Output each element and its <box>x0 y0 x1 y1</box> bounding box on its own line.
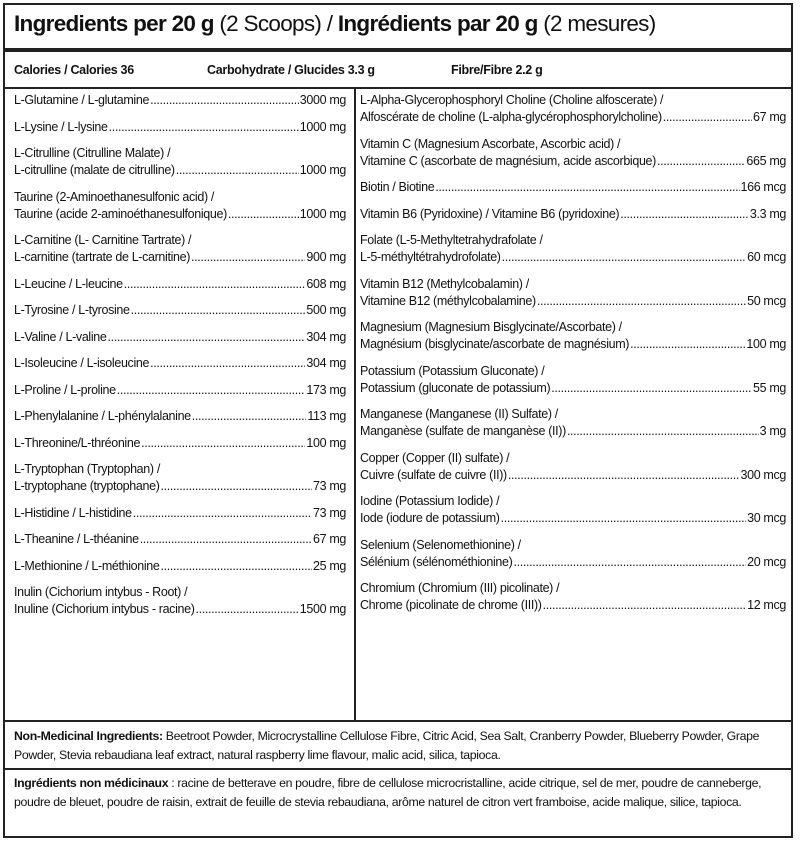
ingredient-entry <box>360 319 786 353</box>
dot-leader <box>543 597 747 614</box>
ingredient-name: Biotin / Biotine <box>360 180 435 194</box>
ingredient-name-line1: Folate (L-5-Methyltetrahydrafolate / <box>360 233 543 247</box>
ingredient-entry <box>14 505 346 522</box>
ingredient-amount: 1000 mg <box>299 163 346 177</box>
ingredient-name: Vitamine B12 (méthylcobalamine) <box>360 293 536 308</box>
dot-leader <box>513 554 746 571</box>
ingredient-amount: 3.3 mg <box>749 206 786 221</box>
dot-leader <box>141 435 305 452</box>
dot-leader <box>131 302 306 319</box>
ingredients-bottom-divider <box>5 720 791 722</box>
ingredient-name: L-5-méthyltétrahydrofolate) <box>360 250 501 264</box>
ingredient-name: Potassium (gluconate de potassium) <box>360 380 551 395</box>
ingredient-name-line1: Magnesium (Magnesium Bisglycinate/Ascorbate) / <box>360 320 622 334</box>
ingredient-name-line1: Selenium (Selenomethionine) / <box>360 537 521 552</box>
dot-leader <box>567 423 759 440</box>
ingredient-name: Sélénium (sélénométhionine) <box>360 554 513 569</box>
ingredient-name: L-Phenylalanine / L-phénylalanine <box>14 409 191 423</box>
ingredient-amount-line <box>360 249 786 266</box>
ingredient-amount-line <box>14 329 346 346</box>
ingredient-entry <box>14 435 346 452</box>
ingredient-entry <box>360 136 786 170</box>
ingredient-name-line1: Potassium (Potassium Gluconate) / <box>360 363 545 378</box>
ingredient-name: Inuline (Cichorium intybus - racine) <box>14 602 195 616</box>
ingredient-name: Vitamine C (ascorbate de magnésium, acide ascorbique) <box>360 153 656 168</box>
ingredient-amount-line <box>360 179 786 196</box>
left-ingredient-column <box>14 92 346 628</box>
ingredient-name-line1: Inulin (Cichorium intybus - Root) / <box>14 585 188 599</box>
ingredient-entry <box>14 119 346 136</box>
dot-leader <box>663 109 752 126</box>
title-en-bold: Ingredients per 20 g <box>14 11 214 36</box>
ingredient-name-line1: Vitamin B12 (Methylcobalamin) / <box>360 276 529 291</box>
ingredient-amount: 73 mg <box>313 505 346 520</box>
ingredient-amount-line <box>14 92 346 109</box>
ingredient-amount-line <box>360 423 786 440</box>
ingredient-amount: 67 mg <box>313 532 346 546</box>
ingredient-amount: 100 mg <box>746 337 786 351</box>
ingredient-name: Iode (iodure de potassium) <box>360 511 500 525</box>
ingredient-name: Magnésium (bisglycinate/ascorbate de magnésium) <box>360 337 630 351</box>
ingredient-name-line1: Iodine (Potassium Iodide) / <box>360 494 500 508</box>
ingredient-entry <box>360 537 786 571</box>
ingredient-entry <box>14 232 346 266</box>
ingredient-amount-line <box>360 467 786 484</box>
ingredient-entry <box>360 493 786 527</box>
ingredient-amount-line <box>14 206 346 223</box>
ingredient-name: L-Histidine / L-histidine <box>14 505 132 520</box>
ingredient-entry <box>360 232 786 266</box>
dot-leader <box>508 467 740 484</box>
ingredient-entry <box>14 329 346 346</box>
non-medicinal-en-label: Non-Medicinal Ingredients: <box>14 729 163 743</box>
non-medicinal-en-text: Beetroot Powder, Microcrystalline Cellulose Fibre, Citric Acid, Sea Salt, Cranberry Powder, Blueberry Powder, Grape Powder, Stevia rebaudiana leaf extract, natural raspberry lime flavour, malic acid, silica, tapioca. <box>14 729 760 762</box>
ingredient-name-line1: Copper (Copper (II) sulfate) / <box>360 450 510 465</box>
ingredient-name: L-Valine / L-valine <box>14 329 107 344</box>
ingredient-amount: 665 mg <box>746 153 786 168</box>
ingredient-amount: 55 mg <box>753 380 786 395</box>
dot-leader <box>196 601 299 618</box>
column-divider <box>354 88 356 720</box>
ingredient-entry <box>14 408 346 425</box>
ingredient-name: L-Threonine/L-thréonine <box>14 435 141 450</box>
dot-leader <box>191 249 305 266</box>
non-medicinal-fr <box>14 774 790 811</box>
dot-leader <box>657 153 745 170</box>
ingredient-amount: 50 mcg <box>747 293 786 308</box>
ingredient-amount: 1500 mg <box>299 602 346 616</box>
title-en-normal: (2 Scoops) / <box>213 11 338 36</box>
ingredient-name: L-Proline / L-proline <box>14 382 116 397</box>
ingredient-entry <box>14 145 346 179</box>
non-medicinal-en <box>14 727 790 764</box>
ingredient-entry <box>14 189 346 223</box>
dot-leader <box>620 206 749 223</box>
dot-leader <box>150 92 299 109</box>
ingredient-amount-line <box>14 558 346 575</box>
ingredient-name: L-Lysine / L-lysine <box>14 119 108 134</box>
ingredient-name-line1: Chromium (Chromium (III) picolinate) / <box>360 581 560 595</box>
ingredient-amount-line <box>14 408 346 425</box>
ingredient-amount: 60 mcg <box>747 250 786 264</box>
ingredient-amount: 166 mcg <box>740 180 786 194</box>
panel-title <box>14 11 794 37</box>
ingredient-amount-line <box>14 601 346 618</box>
dot-leader <box>501 510 746 527</box>
ingredient-amount: 900 mg <box>306 250 346 264</box>
ingredient-entry <box>360 179 786 196</box>
dot-leader <box>150 355 305 372</box>
ingredient-name: Cuivre (sulfate de cuivre (II)) <box>360 467 507 482</box>
dot-leader <box>502 249 746 266</box>
ingredient-name-line1: Manganese (Manganese (II) Sulfate) / <box>360 407 558 421</box>
ingredient-amount: 500 mg <box>306 303 346 317</box>
ingredient-entry <box>14 302 346 319</box>
carbohydrate-value: Carbohydrate / Glucides 3.3 g <box>207 63 375 77</box>
ingredient-name-line1: L-Carnitine (L- Carnitine Tartrate) / <box>14 233 192 247</box>
dot-leader <box>630 336 745 353</box>
ingredient-entry <box>14 382 346 399</box>
ingredient-amount: 173 mg <box>306 382 346 397</box>
ingredient-amount-line <box>360 336 786 353</box>
ingredient-name: Chrome (picolinate de chrome (III)) <box>360 598 542 612</box>
ingredient-amount: 300 mcg <box>740 467 786 482</box>
ingredient-amount-line <box>360 380 786 397</box>
ingredient-name: Taurine (acide 2-aminoéthanesulfonique) <box>14 206 227 221</box>
ingredient-entry <box>14 92 346 109</box>
ingredient-amount-line <box>360 510 786 527</box>
title-fr-bold: Ingrédients par 20 g <box>337 11 538 36</box>
ingredient-name: Vitamin B6 (Pyridoxine) / Vitamine B6 (pyridoxine) <box>360 206 620 221</box>
ingredient-entry <box>14 355 346 372</box>
ingredient-amount-line <box>360 109 786 126</box>
dot-leader <box>537 293 746 310</box>
ingredient-name: Alfoscérate de choline (L-alpha-glycérophosphorylcholine) <box>360 110 662 124</box>
ingredient-amount: 25 mg <box>313 558 346 573</box>
dot-leader <box>133 505 312 522</box>
dot-leader <box>117 382 306 399</box>
ingredient-entry <box>360 276 786 310</box>
ingredient-amount-line <box>14 531 346 548</box>
ingredient-name: L-Theanine / L-théanine <box>14 532 139 546</box>
non-medicinal-divider <box>5 768 791 770</box>
ingredient-name: L-carnitine (tartrate de L-carnitine) <box>14 250 191 264</box>
ingredient-amount-line <box>360 554 786 571</box>
ingredient-entry <box>360 450 786 484</box>
ingredient-entry <box>360 580 786 614</box>
ingredient-amount-line <box>360 293 786 310</box>
dot-leader <box>551 380 752 397</box>
ingredient-amount-line <box>360 597 786 614</box>
ingredient-entry <box>360 363 786 397</box>
ingredients-panel <box>3 3 793 838</box>
ingredient-amount-line <box>14 249 346 266</box>
non-medicinal-fr-label: Ingrédients non médicinaux <box>14 776 169 790</box>
ingredient-amount-line <box>14 302 346 319</box>
ingredient-name: L-Isoleucine / L-isoleucine <box>14 356 150 370</box>
ingredient-name-line1: L-Alpha-Glycerophosphoryl Choline (Choline alfoscerate) / <box>360 93 664 107</box>
ingredient-amount-line <box>14 478 346 495</box>
right-ingredient-column <box>360 92 786 624</box>
ingredient-amount-line <box>14 276 346 293</box>
ingredient-name-line1: L-Tryptophan (Tryptophan) / <box>14 462 160 476</box>
ingredient-amount: 113 mg <box>307 409 346 423</box>
ingredient-entry <box>360 206 786 223</box>
dot-leader <box>124 276 306 293</box>
ingredient-name: L-citrulline (malate de citrulline) <box>14 163 175 177</box>
non-medicinal-fr-text: : racine de betterave en poudre, fibre de cellulose microcristalline, acide citrique, sel de mer, poudre de canneberge, poudre de bleuet, poudre de raisin, extrait de feuille de stevia rebaudiana, arôme naturel de citron vert framboise, acide malique, silice, tapioca. <box>14 776 762 809</box>
ingredient-amount: 304 mg <box>306 356 346 370</box>
ingredient-amount: 67 mg <box>753 110 786 124</box>
ingredient-amount: 100 mg <box>306 435 346 450</box>
ingredient-amount-line <box>14 435 346 452</box>
dot-leader <box>435 179 739 196</box>
ingredient-amount-line <box>360 153 786 170</box>
ingredient-amount: 304 mg <box>306 329 346 344</box>
dot-leader <box>107 329 305 346</box>
ingredient-name: L-tryptophane (tryptophane) <box>14 479 160 493</box>
ingredient-entry <box>14 276 346 293</box>
title-fr-normal: (2 mesures) <box>537 11 656 36</box>
ingredient-name: Manganèse (sulfate de manganèse (II)) <box>360 424 566 438</box>
ingredient-name: L-Leucine / L-leucine <box>14 276 123 291</box>
dot-leader <box>109 119 299 136</box>
ingredient-amount-line <box>360 206 786 223</box>
ingredient-amount: 73 mg <box>313 479 346 493</box>
ingredient-amount: 3000 mg <box>299 93 346 107</box>
fibre-value: Fibre/Fibre 2.2 g <box>451 63 543 77</box>
ingredient-amount-line <box>14 382 346 399</box>
title-divider <box>5 48 791 52</box>
ingredient-amount: 1000 mg <box>299 206 346 221</box>
ingredient-name-line1: Taurine (2-Aminoethanesulfonic acid) / <box>14 189 215 204</box>
ingredient-entry <box>14 461 346 495</box>
ingredient-name: L-Methionine / L-méthionine <box>14 558 160 573</box>
dot-leader <box>161 478 312 495</box>
ingredient-amount: 608 mg <box>306 276 346 291</box>
ingredient-amount-line <box>14 505 346 522</box>
ingredient-amount: 3 mg <box>759 424 786 438</box>
dot-leader <box>140 531 312 548</box>
ingredient-name-line1: Vitamin C (Magnesium Ascorbate, Ascorbic acid) / <box>360 136 621 151</box>
ingredient-entry <box>14 558 346 575</box>
ingredient-amount: 30 mcg <box>747 511 786 525</box>
dot-leader <box>228 206 299 223</box>
ingredient-amount: 12 mcg <box>747 598 786 612</box>
ingredient-name: L-Tyrosine / L-tyrosine <box>14 303 130 317</box>
ingredient-entry <box>14 531 346 548</box>
ingredient-name-line1: L-Citrulline (Citrulline Malate) / <box>14 146 171 160</box>
ingredient-entry <box>360 92 786 126</box>
ingredient-amount-line <box>14 355 346 372</box>
dot-leader <box>161 558 312 575</box>
ingredient-amount: 1000 mg <box>299 119 346 134</box>
calories-value: Calories / Calories 36 <box>14 63 134 77</box>
dot-leader <box>176 162 299 179</box>
ingredient-entry <box>14 584 346 618</box>
ingredient-amount-line <box>14 119 346 136</box>
ingredient-entry <box>360 406 786 440</box>
ingredient-amount-line <box>14 162 346 179</box>
summary-divider <box>5 87 791 89</box>
ingredient-amount: 20 mcg <box>747 554 786 569</box>
dot-leader <box>192 408 307 425</box>
ingredient-name: L-Glutamine / L-glutamine <box>14 93 150 107</box>
